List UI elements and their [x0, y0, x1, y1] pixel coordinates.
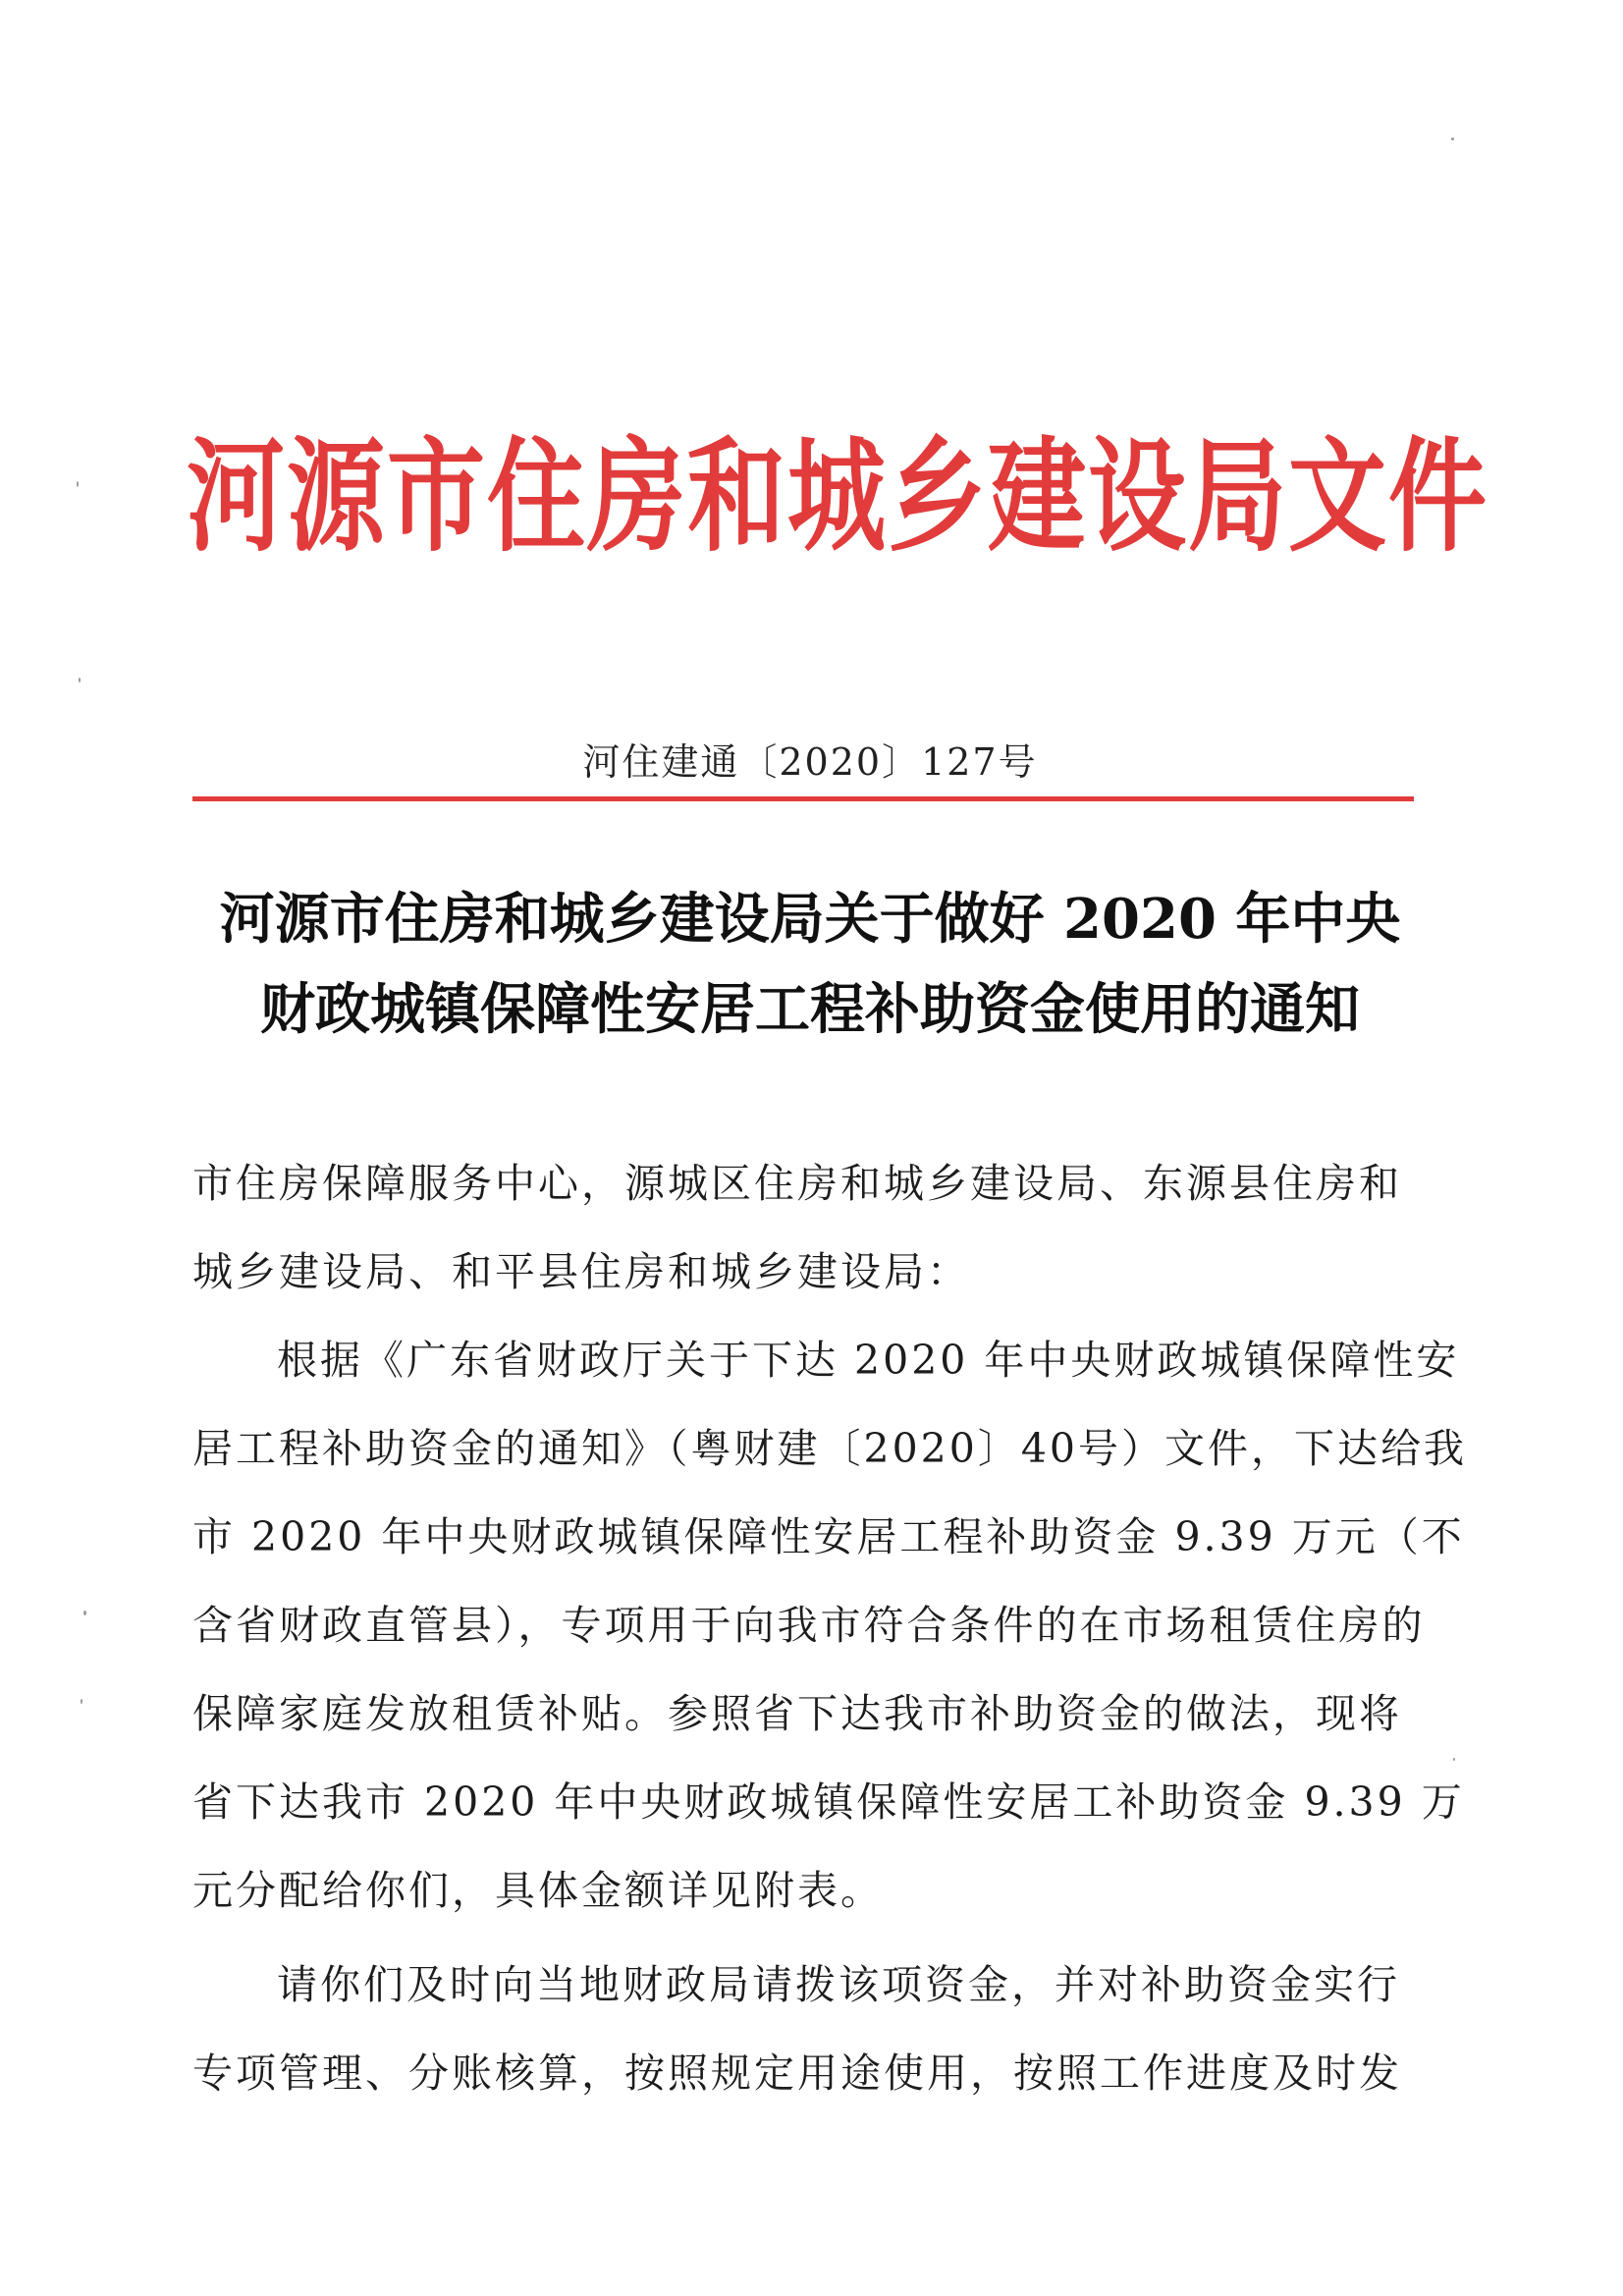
notice-title — [177, 874, 1443, 1055]
paragraph-1-line-1: 根据《广东省财政厅关于下达 2020 年中央财政城镇保障性安 — [277, 1337, 1460, 1384]
notice-title-line-2: 财政城镇保障性安居工程补助资金使用的通知 — [260, 977, 1360, 1042]
paragraph-1-line-5: 保障家庭发放租赁补贴。参照省下达我市补助资金的做法，现将 — [192, 1690, 1402, 1737]
paragraph-1-line-3: 市 2020 年中央财政城镇保障性安居工程补助资金 9.39 万元（不 — [192, 1513, 1465, 1560]
notice-title-line-1: 河源市住房和城乡建设局关于做好 2020 年中央 — [219, 887, 1401, 952]
red-separator-line — [192, 796, 1414, 801]
issuing-authority-header: 河源市住房和城乡建设局文件 — [187, 424, 1488, 569]
notice-body — [192, 1139, 1468, 2117]
paragraph-1-line-7: 元分配给你们，具体金额详见附表。 — [192, 1867, 884, 1914]
addressee-line-2: 城乡建设局、和平县住房和城乡建设局： — [192, 1248, 970, 1295]
addressee-line-1: 市住房保障服务中心，源城区住房和城乡建设局、东源县住房和 — [192, 1160, 1402, 1207]
document-number: 河住建通〔2020〕127号 — [582, 740, 1038, 784]
paragraph-2-line-2: 专项管理、分账核算，按照规定用途使用，按照工作进度及时发 — [192, 2050, 1402, 2097]
paragraph-1-line-4: 含省财政直管县），专项用于向我市符合条件的在市场租赁住房的 — [192, 1602, 1426, 1649]
paragraph-2-line-1: 请你们及时向当地财政局请拨该项资金，并对补助资金实行 — [277, 1961, 1400, 2008]
paragraph-1-line-2: 居工程补助资金的通知》（粤财建〔2020〕40号）文件，下达给我 — [192, 1425, 1468, 1472]
paragraph-1-line-6: 省下达我市 2020 年中央财政城镇保障性安居工补助资金 9.39 万 — [192, 1778, 1465, 1826]
